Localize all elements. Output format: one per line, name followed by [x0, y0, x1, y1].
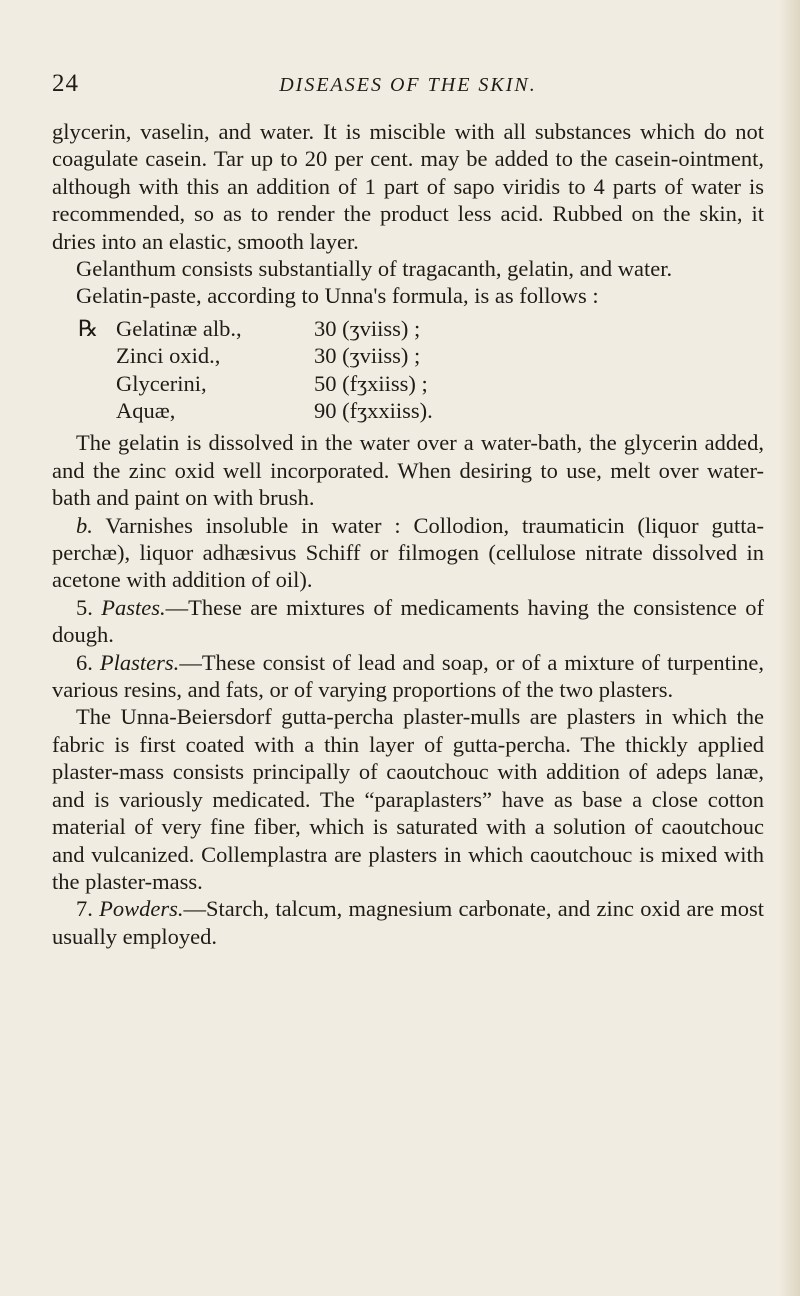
- recipe-row: [52, 342, 764, 369]
- section-title: Pastes.: [101, 594, 166, 620]
- paragraph-text: —These consist of lead and soap, or of a mixture of turpentine, various resins, and fats, or of varying proportions of the two plasters.: [52, 649, 765, 703]
- ingredient-quantity: 30 (ʒviiss) ;: [314, 343, 421, 369]
- page-header: [52, 70, 764, 106]
- ingredient-name: Zinci oxid.,: [116, 343, 221, 369]
- section-label: b.: [76, 512, 93, 538]
- ingredient-quantity: 90 (fʒxxiiss).: [314, 398, 433, 424]
- running-head: DISEASES OF THE SKIN.: [279, 74, 537, 96]
- paragraph-gelatin-paste: Gelatin-paste, according to Unna's formula, is as follows :: [76, 283, 599, 309]
- recipe-row: [52, 370, 764, 397]
- book-page: [52, 70, 764, 950]
- body-text: [52, 118, 764, 950]
- paragraph-text: Varnishes insoluble in water : Collodion, traumaticin (liquor gutta-perchæ), liquor adhæsivus Schiff or filmogen (cellulose nitrate dissolved in acetone with addition of oil).: [52, 512, 764, 593]
- paragraph-casein-ointment: glycerin, vaselin, and water. It is miscible with all substances which do not coagulate casein. Tar up to 20 per cent. may be added to the casein-ointment, although with this an addition of 1 part of sapo viridis to 4 parts of water is recommended, so as to render the product less acid. Rubbed on the skin, it dries into an elastic, smooth layer.: [52, 119, 764, 254]
- page-edge-shadow: [778, 0, 800, 1296]
- paragraph-text: —Starch, talcum, magnesium carbonate, and zinc oxid are most usually employed.: [52, 896, 764, 949]
- page-number: 24: [52, 70, 79, 97]
- ingredient-quantity: 30 (ʒviiss) ;: [314, 315, 421, 341]
- ingredient-name: Gelatinæ alb.,: [116, 315, 242, 341]
- section-title: Plasters.: [99, 649, 180, 675]
- recipe-row: [52, 315, 764, 342]
- paragraph-powders: [52, 895, 764, 950]
- section-number: 5.: [76, 594, 93, 620]
- section-number: 6.: [76, 649, 93, 675]
- paragraph-plaster-mulls: The Unna-Beiersdorf gutta-percha plaster-mulls are plasters in which the fabric is first coated with a thin layer of gutta-percha. The thickly applied plaster-mass consists principally of caoutchouc with addition of adeps lanæ, and is variously medicated. The “paraplasters” have as base a close cotton material of very fine fiber, which is saturated with a solution of caoutchouc and vulcanized. Collemplastra are plasters in which caoutchouc is mixed with the plaster-mass.: [52, 704, 764, 894]
- paragraph-gelatin-method: The gelatin is dissolved in the water over a water-bath, the glycerin added, and the zinc oxid well incorporated. When desiring to use, melt over water-bath and paint on with brush.: [52, 430, 764, 511]
- recipe-row: [52, 397, 764, 424]
- paragraph-plasters: [52, 649, 764, 704]
- paragraph-pastes: [52, 594, 764, 649]
- ingredient-quantity: 50 (fʒxiiss) ;: [314, 370, 428, 396]
- ingredient-name: Glycerini,: [116, 370, 207, 396]
- ingredient-name: Aquæ,: [116, 398, 176, 424]
- section-number: 7.: [76, 896, 93, 922]
- paragraph-varnishes: [52, 512, 764, 594]
- rx-symbol: ℞: [78, 315, 99, 341]
- section-title: Powders.: [99, 896, 184, 922]
- recipe-block: [52, 315, 764, 425]
- paragraph-text: —These are mixtures of medicaments having the consistence of dough.: [52, 594, 765, 648]
- paragraph-gelanthum: Gelanthum consists substantially of tragacanth, gelatin, and water.: [76, 256, 673, 282]
